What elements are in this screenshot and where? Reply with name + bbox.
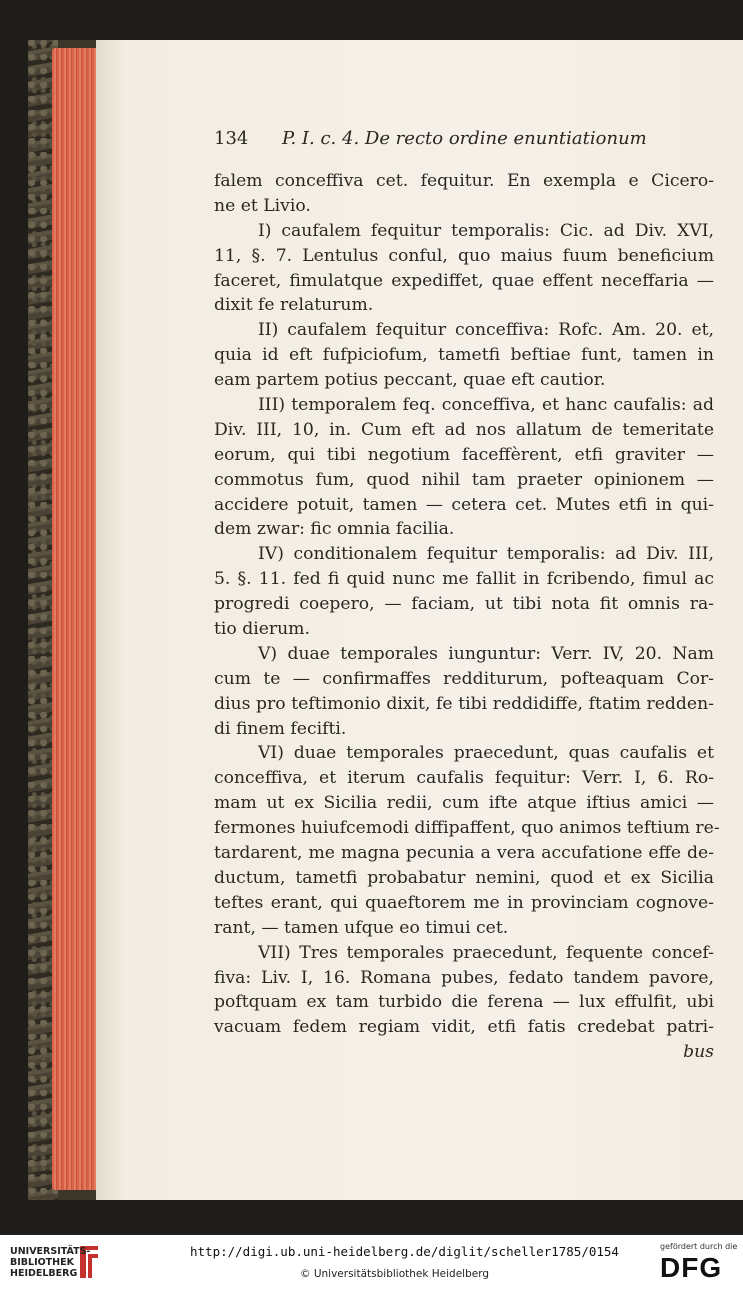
text-line: fiva: Liv. I, 16. Romana pubes, fedato tandem pavore, <box>214 967 714 988</box>
text-line: dem zwar: fic omnia facilia. <box>214 519 455 540</box>
text-line: III) temporalem feq. conceffiva, et hanc caufalis: ad <box>258 395 714 416</box>
text-line: 5. §. 11. fed fi quid nunc me fallit in fcribendo, fimul ac <box>214 569 714 590</box>
text-line: mam ut ex Sicilia redii, cum ifte atque iftius amici — <box>214 793 714 814</box>
text-line: progredi coepero, — faciam, ut tibi nota fit omnis ra- <box>214 594 714 615</box>
dfg-logo: DFG <box>660 1252 723 1283</box>
text-line: 11, §. 7. Lentulus conful, quo maius fuum beneficium <box>214 245 714 266</box>
library-name: UNIVERSITÄTS- BIBLIOTHEK HEIDELBERG <box>10 1246 91 1279</box>
text-line: faceret, fimulatque expediffet, quae effent neceffaria — <box>214 270 714 291</box>
page-number: 134 <box>214 128 249 149</box>
text-line: V) duae temporales iunguntur: Verr. IV, 20. Nam <box>258 643 714 664</box>
text-line: dixit fe relaturum. <box>214 295 374 316</box>
text-line: teftes erant, qui quaeftorem me in provinciam cognove- <box>214 892 714 913</box>
text-line: rant, — tamen ufque eo timui cet. <box>214 917 509 938</box>
text-line: vacuam fedem regiam vidit, etfi fatis credebat patri- <box>214 1017 714 1038</box>
text-line: falem conceffiva cet. fequitur. En exempla e Cicero- <box>214 171 714 191</box>
copyright: © Universitätsbibliothek Heidelberg <box>300 1268 490 1280</box>
page-text <box>214 124 720 1065</box>
text-line: fermones huiufcemodi diffipaffent, quo animos teftium re- <box>214 818 720 839</box>
text-line: tardarent, me magna pecunia a vera accufatione effe de- <box>214 843 714 864</box>
text-line: IV) conditionalem fequitur temporalis: ad Div. III, <box>258 544 714 565</box>
text-line: dius pro teftimonio dixit, fe tibi reddidiffe, ftatim redden- <box>214 693 714 714</box>
text-line: VI) duae temporales praecedunt, quas caufalis et <box>258 743 714 764</box>
text-line: tio dierum. <box>214 619 310 640</box>
catchword: bus <box>683 1042 714 1063</box>
text-line: quia id eft fufpiciofum, tametfi beftiae funt, tamen in <box>214 345 714 366</box>
red-page-edge <box>52 48 98 1190</box>
text-line: eorum, qui tibi negotium faceffèrent, etfi graviter — <box>214 444 714 465</box>
text-line: II) caufalem fequitur conceffiva: Rofc. Am. 20. et, <box>258 320 714 341</box>
permalink[interactable]: http://digi.ub.uni-heidelberg.de/diglit/scheller1785/0154 <box>190 1244 619 1259</box>
text-line: ne et Livio. <box>214 195 311 216</box>
text-lines <box>214 169 720 1040</box>
text-line: eam partem potius peccant, quae eft cautior. <box>214 370 606 391</box>
text-line: ductum, tametfi probabatur nemini, quod et ex Sicilia <box>214 867 714 888</box>
running-title: P. I. c. 4. De recto ordine enuntiationum <box>282 128 647 149</box>
text-line: conceffiva, et iterum caufalis fequitur: Verr. I, 6. Ro- <box>214 768 714 789</box>
text-line: cum te — confirmaffes redditurum, pofteaquam Cor- <box>214 668 714 689</box>
text-line: poftquam ex tam turbido die ferena — lux effulfit, ubi <box>214 992 714 1013</box>
text-line: di finem fecifti. <box>214 718 347 739</box>
text-line: Div. III, 10, in. Cum eft ad nos allatum de temeritate <box>214 419 714 440</box>
text-line: commotus fum, quod nihil tam praeter opinionem — <box>214 469 714 490</box>
text-line: accidere potuit, tamen — cetera cet. Mutes etfi in qui- <box>214 494 714 515</box>
text-line: I) caufalem fequitur temporalis: Cic. ad Div. XVI, <box>258 220 714 241</box>
text-line: VII) Tres temporales praecedunt, fequente concef- <box>258 942 714 963</box>
sponsor-caption: gefördert durch die <box>660 1242 738 1251</box>
running-head <box>214 124 714 154</box>
